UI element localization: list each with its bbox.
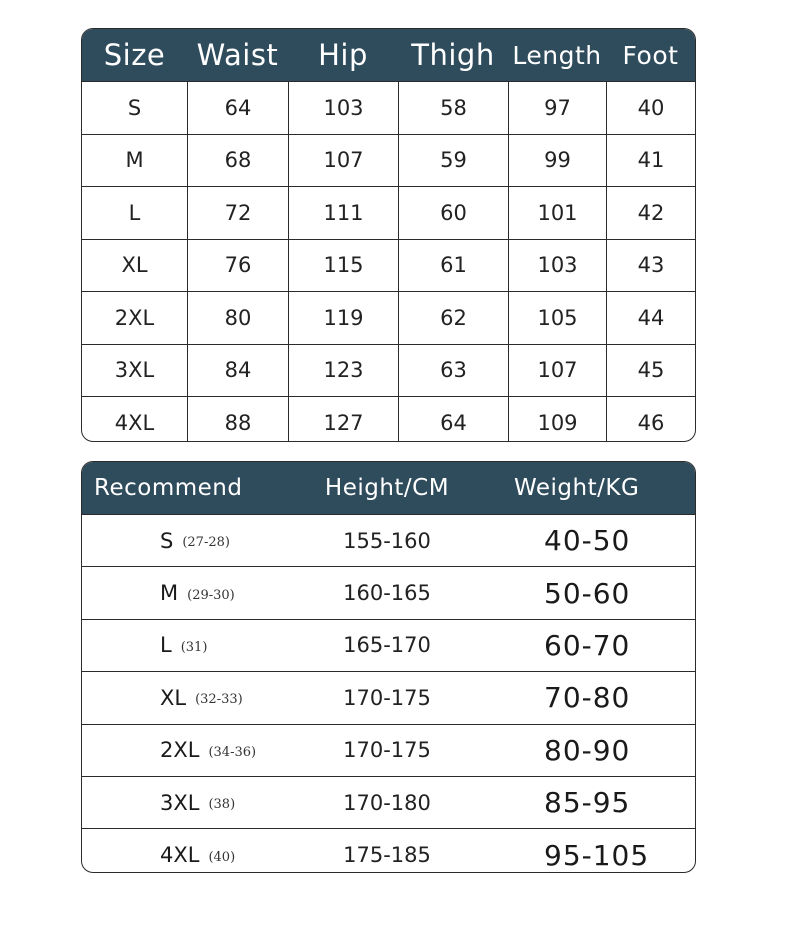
cell-foot: 45 xyxy=(606,345,695,397)
cell-hip: 123 xyxy=(288,345,398,397)
cell-recommend-size xyxy=(82,672,292,723)
size-label: 2XL xyxy=(160,738,200,763)
size-chart-table xyxy=(81,28,696,442)
waist-note: (31) xyxy=(180,639,208,655)
header-foot: Foot xyxy=(622,40,679,70)
cell-height: 170-180 xyxy=(343,790,431,815)
cell-thigh: 60 xyxy=(398,187,508,239)
cell-weight: 85-95 xyxy=(544,786,631,820)
header-size: Size xyxy=(103,38,166,72)
waist-note: (38) xyxy=(208,797,236,813)
cell-size: S xyxy=(127,95,142,120)
cell-size: XL xyxy=(121,253,148,278)
cell-height: 165-170 xyxy=(343,633,431,658)
cell-length: 99 xyxy=(508,135,606,187)
cell-weight: 95-105 xyxy=(544,838,650,872)
cell-foot: 44 xyxy=(606,292,695,344)
cell-recommend-size xyxy=(82,567,292,618)
cell-thigh: 62 xyxy=(398,292,508,344)
cell-foot: 40 xyxy=(606,82,695,134)
table-row xyxy=(82,396,695,442)
waist-note: (40) xyxy=(208,849,236,865)
cell-recommend-size xyxy=(82,829,292,873)
table-row xyxy=(82,291,695,344)
cell-size: M xyxy=(125,148,144,173)
table-row xyxy=(82,619,695,671)
cell-length: 103 xyxy=(508,240,606,292)
cell-thigh: 63 xyxy=(398,345,508,397)
cell-foot: 42 xyxy=(606,187,695,239)
size-label: M xyxy=(160,581,179,606)
cell-recommend-size xyxy=(82,515,292,566)
cell-foot: 41 xyxy=(606,135,695,187)
cell-height: 175-185 xyxy=(343,843,431,868)
table-row xyxy=(82,134,695,187)
size-label: 3XL xyxy=(160,790,200,815)
header-thigh: Thigh xyxy=(411,38,495,72)
header-weight: Weight/KG xyxy=(514,475,640,501)
cell-height: 170-175 xyxy=(343,685,431,710)
table-row xyxy=(82,344,695,397)
cell-waist: 88 xyxy=(187,397,288,442)
cell-waist: 68 xyxy=(187,135,288,187)
size-label: S xyxy=(160,528,174,553)
table-row xyxy=(82,671,695,723)
table-row xyxy=(82,828,695,873)
header-length: Length xyxy=(512,40,602,70)
cell-weight: 60-70 xyxy=(544,628,631,662)
cell-size: 2XL xyxy=(114,305,155,330)
cell-weight: 80-90 xyxy=(544,733,631,767)
size-chart-header xyxy=(82,29,695,81)
waist-note: (34-36) xyxy=(208,744,257,760)
cell-thigh: 58 xyxy=(398,82,508,134)
cell-weight: 50-60 xyxy=(544,576,631,610)
cell-size: L xyxy=(128,200,141,225)
cell-size: 3XL xyxy=(114,358,155,383)
cell-thigh: 64 xyxy=(398,397,508,442)
table-row xyxy=(82,186,695,239)
cell-recommend-size xyxy=(82,620,292,671)
cell-foot: 46 xyxy=(606,397,695,442)
cell-height: 155-160 xyxy=(343,528,431,553)
cell-recommend-size xyxy=(82,777,292,828)
cell-height: 160-165 xyxy=(343,581,431,606)
cell-waist: 84 xyxy=(187,345,288,397)
cell-size: 4XL xyxy=(114,410,155,435)
table-row xyxy=(82,566,695,618)
header-recommend: Recommend xyxy=(94,475,243,501)
cell-weight: 70-80 xyxy=(544,681,631,715)
cell-hip: 127 xyxy=(288,397,398,442)
size-label: XL xyxy=(160,685,187,710)
table-row xyxy=(82,776,695,828)
cell-waist: 80 xyxy=(187,292,288,344)
waist-note: (27-28) xyxy=(182,535,230,551)
cell-hip: 111 xyxy=(288,187,398,239)
cell-thigh: 61 xyxy=(398,240,508,292)
size-label: L xyxy=(160,633,172,658)
table-row xyxy=(82,724,695,776)
cell-length: 107 xyxy=(508,345,606,397)
cell-length: 101 xyxy=(508,187,606,239)
header-waist: Waist xyxy=(196,38,279,72)
header-height: Height/CM xyxy=(324,475,450,501)
cell-waist: 64 xyxy=(187,82,288,134)
cell-waist: 76 xyxy=(187,240,288,292)
recommend-header xyxy=(82,462,695,514)
cell-foot: 43 xyxy=(606,240,695,292)
cell-length: 105 xyxy=(508,292,606,344)
cell-hip: 107 xyxy=(288,135,398,187)
cell-weight: 40-50 xyxy=(544,524,631,558)
header-hip: Hip xyxy=(318,38,368,72)
recommend-table xyxy=(81,461,696,873)
cell-waist: 72 xyxy=(187,187,288,239)
cell-thigh: 59 xyxy=(398,135,508,187)
cell-hip: 119 xyxy=(288,292,398,344)
cell-height: 170-175 xyxy=(343,738,431,763)
waist-note: (29-30) xyxy=(187,587,235,603)
cell-length: 109 xyxy=(508,397,606,442)
cell-hip: 115 xyxy=(288,240,398,292)
cell-length: 97 xyxy=(508,82,606,134)
table-row xyxy=(82,239,695,292)
cell-recommend-size xyxy=(82,725,292,776)
waist-note: (32-33) xyxy=(195,692,243,708)
table-row xyxy=(82,81,695,134)
size-label: 4XL xyxy=(160,843,200,868)
table-row xyxy=(82,514,695,566)
cell-hip: 103 xyxy=(288,82,398,134)
